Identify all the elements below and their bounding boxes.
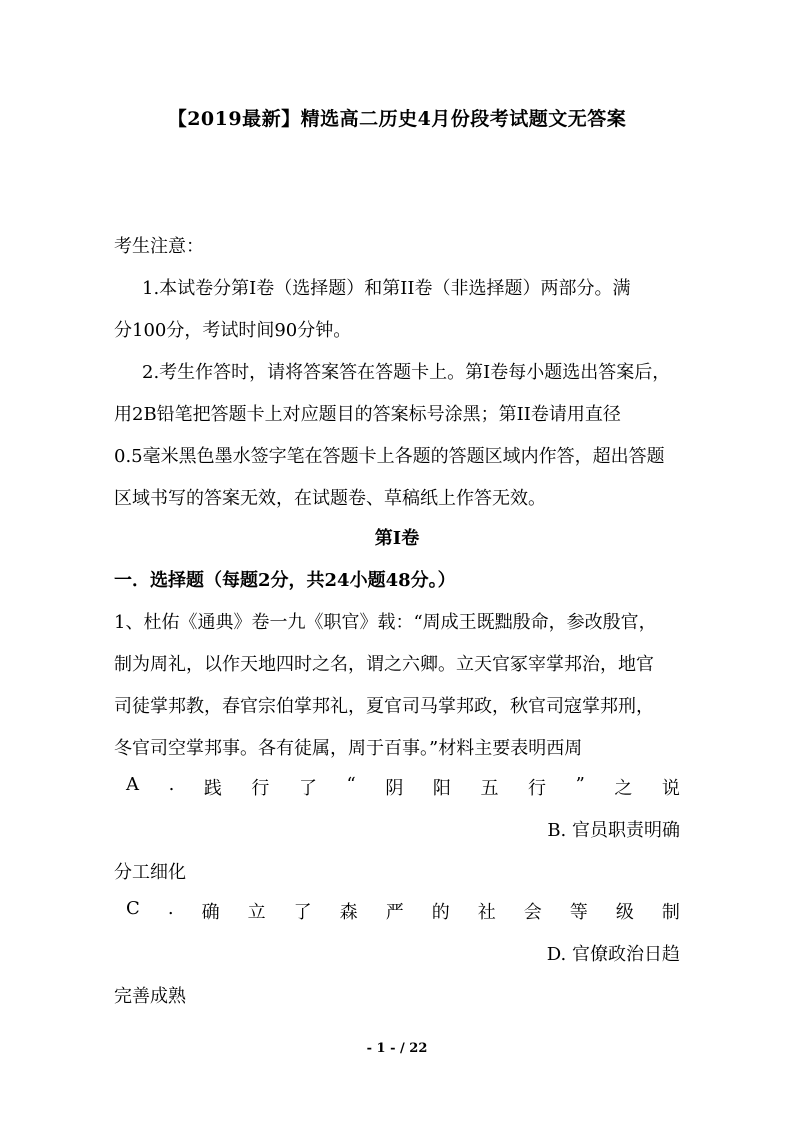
notice-item-1-line-1: 1.本试卷分第Ⅰ卷（选择题）和第II卷（非选择题）两部分。满 — [142, 278, 631, 299]
option-a-char: 行 — [251, 778, 270, 799]
option-c-char: 确 — [201, 902, 220, 923]
option-c-char: 立 — [247, 902, 266, 923]
notice-item-2-line-1: 2.考生作答时，请将答案答在答题卡上。第Ⅰ卷每小题选出答案后， — [142, 362, 671, 383]
notice-item-2-line-2: 用2B铅笔把答题卡上对应题目的答案标号涂黑；第II卷请用直径 — [114, 404, 621, 425]
option-a-char: 践 — [203, 778, 222, 799]
document-title: 【2019最新】精选高二历史4月份段考试题文无答案 — [167, 108, 627, 130]
option-a-char: 五 — [480, 778, 499, 799]
option-c-char: 严 — [385, 902, 404, 923]
question-1-line-3: 司徒掌邦教，春官宗伯掌邦礼，夏官司马掌邦政，秋官司寇掌邦刑， — [114, 696, 654, 717]
option-a-char: 之 — [614, 778, 633, 799]
option-b-line-2: 分工细化 — [114, 862, 186, 883]
notice-item-1-line-2: 分100分，考试时间90分钟。 — [114, 320, 352, 341]
page-number: - 1 - / 22 — [366, 1041, 428, 1056]
option-c-char: 级 — [615, 902, 634, 923]
option-c-char: C — [126, 898, 140, 919]
option-c-char: 的 — [431, 902, 450, 923]
question-1-line-2: 制为周礼，以作天地四时之名，谓之六卿。立天官冢宰掌邦治，地官 — [114, 654, 654, 675]
option-c-char: 会 — [523, 902, 542, 923]
option-a-char: 了 — [298, 778, 317, 799]
notice-item-2-line-4: 区域书写的答案无效，在试题卷、草稿纸上作答无效。 — [114, 488, 546, 509]
option-a — [126, 774, 680, 800]
option-a-char: 阴 — [385, 778, 404, 799]
option-a-char: 说 — [661, 778, 680, 799]
option-d-line-2: 完善成熟 — [114, 986, 186, 1007]
option-a-char: . — [168, 774, 175, 795]
question-1-line-4: 冬官司空掌邦事。各有徒属，周于百事。”材料主要表明西周 — [114, 738, 583, 759]
section-title: 第Ⅰ卷 — [374, 528, 420, 549]
option-a-char: A — [126, 774, 139, 795]
notice-label: 考生注意： — [114, 236, 204, 257]
option-a-char: 阳 — [432, 778, 451, 799]
part-title: 一．选择题（每题2分，共24小题48分。） — [114, 570, 456, 591]
notice-item-2-line-3: 0.5毫米黑色墨水签字笔在答题卡上各题的答题区域内作答，超出答题 — [114, 446, 665, 467]
option-a-char: “ — [346, 774, 356, 795]
option-c-char: 社 — [477, 902, 496, 923]
option-b-line-1: B. 官员职责明确 — [547, 820, 680, 841]
option-c-char: 了 — [293, 902, 312, 923]
option-c-char: 等 — [569, 902, 588, 923]
option-c-char: . — [167, 898, 174, 919]
option-c-char: 森 — [339, 902, 358, 923]
option-c-char: 制 — [661, 902, 680, 923]
option-d-line-1: D. 官僚政治日趋 — [546, 944, 680, 965]
question-1-line-1: 1、杜佑《通典》卷一九《职官》载：“周成王既黜殷命，参改殷官， — [114, 612, 657, 633]
option-a-char: 行 — [528, 778, 546, 799]
option-a-char: ” — [575, 774, 585, 795]
option-c — [126, 898, 680, 924]
